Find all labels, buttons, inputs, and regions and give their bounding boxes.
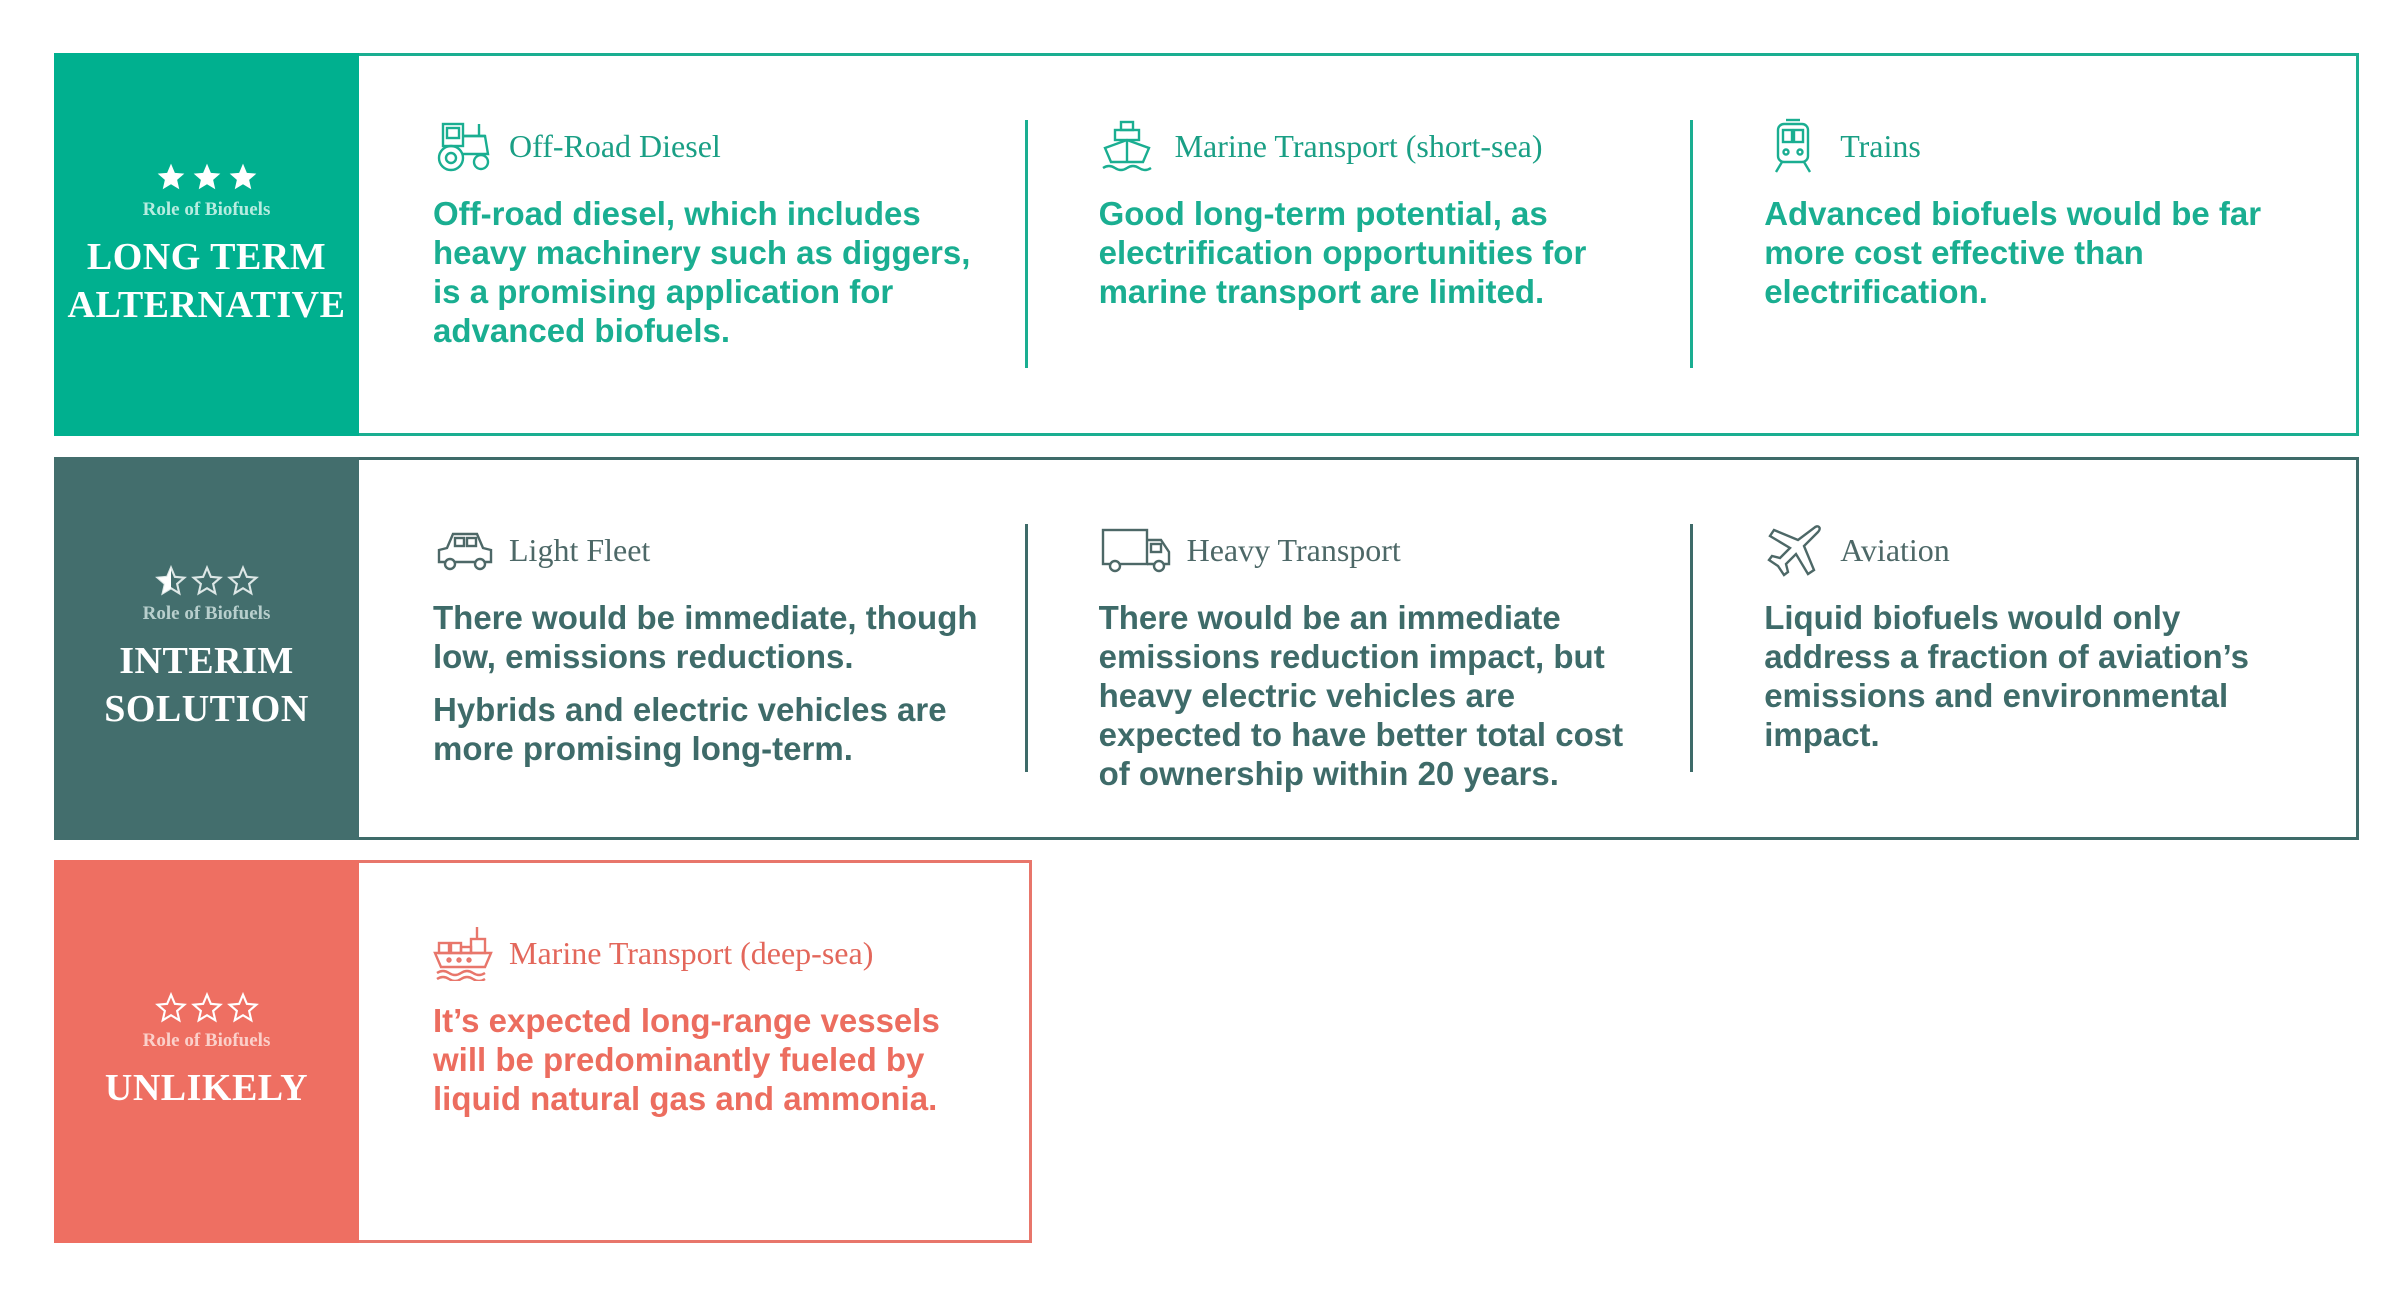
item-description: There would be an immediate emissions reduction impact, but heavy electric vehicles are expected to have better total cost of ownership within 20 years. bbox=[1098, 599, 1624, 792]
star-empty-icon bbox=[191, 992, 223, 1024]
ship-icon bbox=[1099, 118, 1161, 174]
role-caption: Role of Biofuels bbox=[142, 602, 271, 624]
item-name: Off-Road Diesel bbox=[509, 127, 721, 164]
truck-icon bbox=[1099, 522, 1173, 578]
item-name: Light Fleet bbox=[509, 531, 651, 568]
item-name: Marine Transport (short-sea) bbox=[1174, 127, 1543, 164]
cargo-ship-icon bbox=[433, 925, 495, 981]
star-empty-icon bbox=[227, 992, 259, 1024]
item-marine-transport-deep-sea bbox=[359, 863, 1029, 1240]
star-empty-icon bbox=[191, 565, 223, 597]
tractor-icon bbox=[433, 118, 495, 174]
category-title-line1: LONG TERM bbox=[86, 235, 327, 278]
item-name: Heavy Transport bbox=[1186, 531, 1401, 568]
star-full-icon bbox=[191, 161, 223, 193]
item-heavy-transport bbox=[1025, 460, 1691, 837]
star-half-icon bbox=[155, 565, 187, 597]
rating-label-long-term bbox=[54, 53, 359, 436]
category-title-line2: SOLUTION bbox=[104, 687, 309, 730]
item-description: Good long-term potential, as electrification opportunities for marine transport are limited. bbox=[1098, 195, 1587, 310]
car-icon bbox=[433, 522, 495, 578]
item-description: Advanced biofuels would be far more cost effective than electrification. bbox=[1764, 195, 2262, 310]
rating-stars bbox=[155, 161, 259, 193]
star-full-icon bbox=[155, 161, 187, 193]
train-icon bbox=[1764, 118, 1826, 174]
item-name: Trains bbox=[1840, 127, 1921, 164]
item-trains bbox=[1690, 56, 2356, 433]
category-title-line1: INTERIM bbox=[119, 639, 294, 682]
star-full-icon bbox=[227, 161, 259, 193]
item-marine-transport-short-sea bbox=[1025, 56, 1691, 433]
item-description: Off-road diesel, which includes heavy machinery such as diggers, is a promising application for advanced biofuels. bbox=[433, 195, 971, 349]
item-description: There would be immediate, though low, emissions reductions. Hybrids and electric vehicles are more promising long-term. bbox=[433, 599, 978, 767]
item-name: Aviation bbox=[1840, 531, 1950, 568]
row-long-term-alternative bbox=[54, 53, 2359, 436]
category-title-line1: UNLIKELY bbox=[104, 1066, 309, 1109]
row-unlikely bbox=[54, 860, 1032, 1243]
star-empty-icon bbox=[227, 565, 259, 597]
item-description: It’s expected long-range vessels will be predominantly fueled by liquid natural gas and ammonia. bbox=[433, 1002, 940, 1117]
rating-label-interim bbox=[54, 457, 359, 840]
star-empty-icon bbox=[155, 992, 187, 1024]
item-aviation bbox=[1690, 460, 2356, 837]
rating-stars bbox=[155, 992, 259, 1024]
role-caption: Role of Biofuels bbox=[142, 1029, 271, 1051]
category-title-line2: ALTERNATIVE bbox=[67, 283, 346, 326]
rating-label-unlikely bbox=[54, 860, 359, 1243]
item-name: Marine Transport (deep-sea) bbox=[509, 934, 874, 971]
row-interim-solution bbox=[54, 457, 2359, 840]
item-off-road-diesel bbox=[359, 56, 1025, 433]
role-caption: Role of Biofuels bbox=[142, 198, 271, 220]
item-description: Liquid biofuels would only address a fraction of aviation’s emissions and environmental impact. bbox=[1764, 599, 2249, 753]
item-light-fleet bbox=[359, 460, 1025, 837]
airplane-icon bbox=[1764, 522, 1826, 578]
rating-stars bbox=[155, 565, 259, 597]
